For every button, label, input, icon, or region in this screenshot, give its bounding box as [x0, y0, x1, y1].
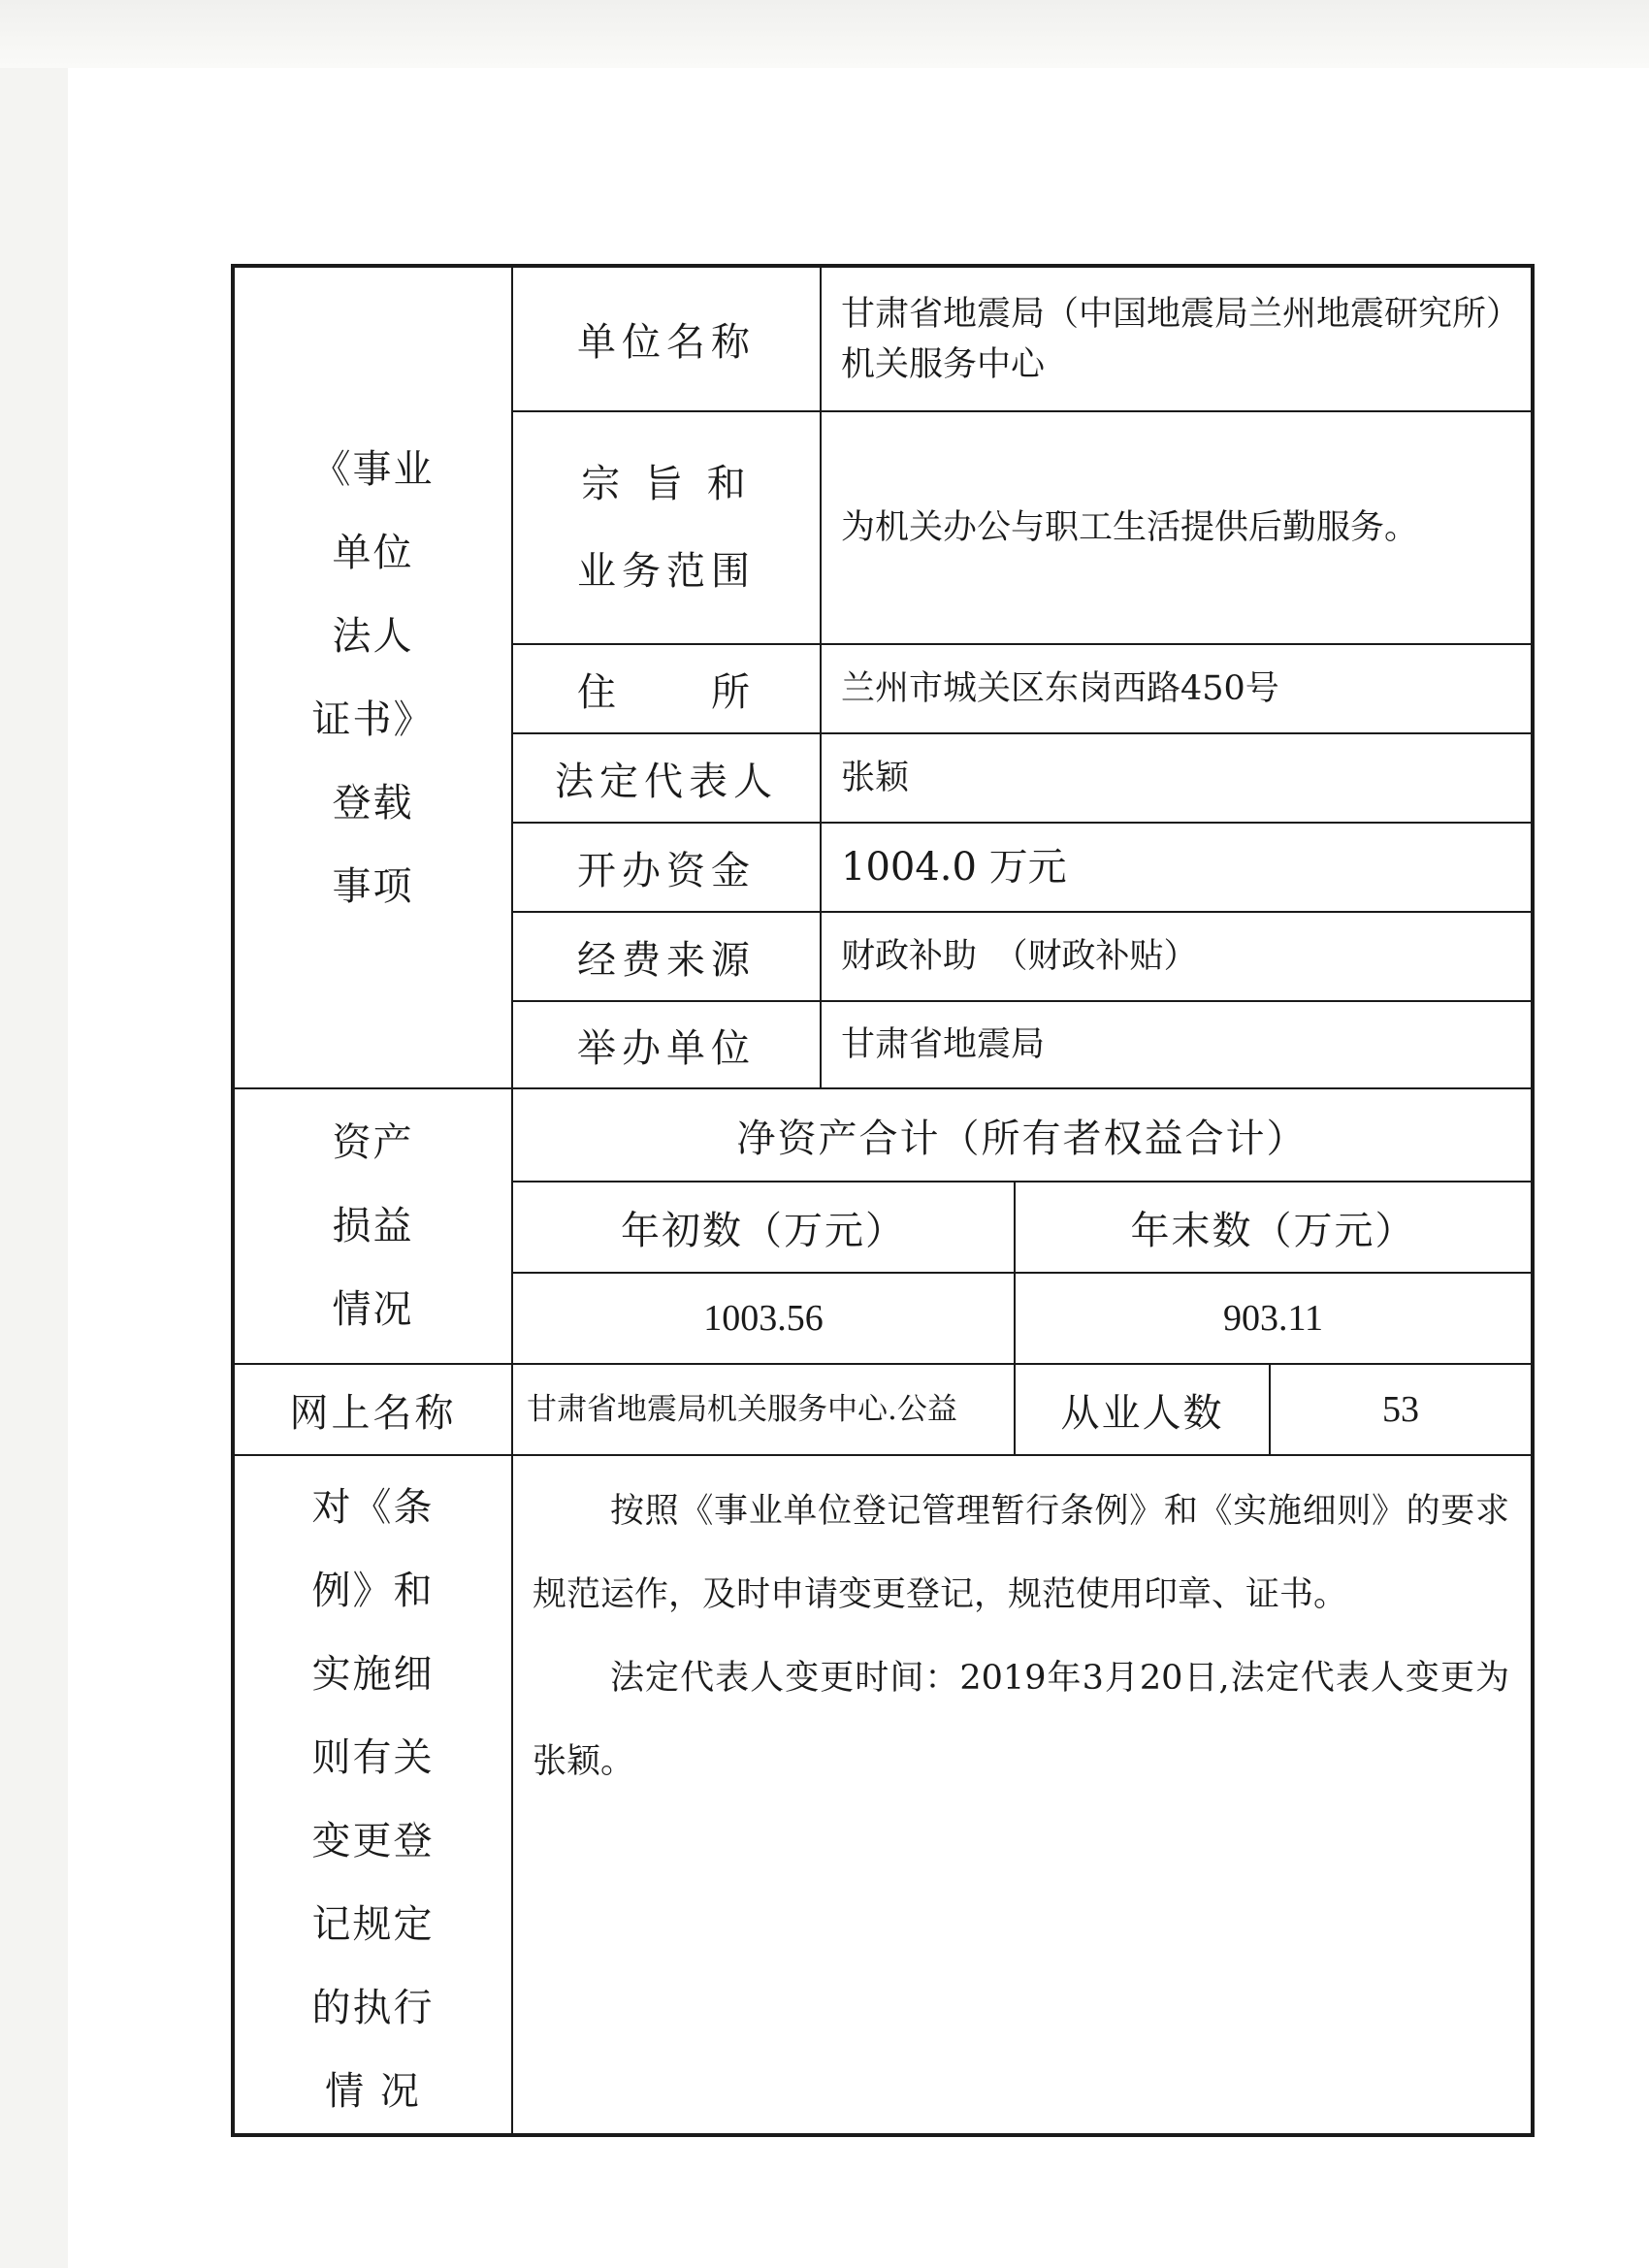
year-start-header: 年初数（万元） — [512, 1182, 1015, 1273]
purpose-value: 为机关办公与职工生活提供后勤服务。 — [821, 411, 1533, 644]
compliance-text — [512, 1455, 1533, 2135]
section-compliance-label: 对《条 例》和 实施细 则有关 变更登 记规定 的执行 情 况 — [233, 1455, 512, 2135]
online-name-label: 网上名称 — [233, 1364, 512, 1455]
unit-name-value: 甘肃省地震局（中国地震局兰州地震研究所）机关服务中心 — [821, 266, 1533, 411]
legal-rep-value: 张颖 — [821, 733, 1533, 823]
year-start-value: 1003.56 — [512, 1273, 1015, 1364]
address-value: 兰州市城关区东岗西路450号 — [821, 644, 1533, 733]
legal-rep-label: 法定代表人 — [512, 733, 821, 823]
row-compliance — [233, 1455, 1533, 2135]
section-registration-label: 《事业 单位 法人 证书》 登载 事项 — [233, 266, 512, 1088]
annual-report-table — [231, 264, 1535, 2137]
sponsor-value: 甘肃省地震局 — [821, 1001, 1533, 1088]
net-assets-header: 净资产合计（所有者权益合计） — [512, 1088, 1533, 1182]
scan-edge — [0, 0, 1649, 68]
sponsor-label: 举办单位 — [512, 1001, 821, 1088]
purpose-label: 宗 旨 和 业务范围 — [512, 411, 821, 644]
address-label: 住 所 — [512, 644, 821, 733]
capital-value: 1004.0 万元 — [821, 823, 1533, 912]
funding-label: 经费来源 — [512, 912, 821, 1001]
funding-value: 财政补助 （财政补贴） — [821, 912, 1533, 1001]
capital-label: 开办资金 — [512, 823, 821, 912]
staff-count-label: 从业人数 — [1015, 1364, 1270, 1455]
row-assets-header — [233, 1088, 1533, 1182]
row-unit-name — [233, 266, 1533, 411]
compliance-paragraph-1: 按照《事业单位登记管理暂行条例》和《实施细则》的要求规范运作，及时申请变更登记，规范使用印章、证书。 — [533, 1492, 1509, 1614]
unit-name-label: 单位名称 — [512, 266, 821, 411]
compliance-paragraph-2: 法定代表人变更时间：2019年3月20日,法定代表人变更为张颖。 — [533, 1659, 1509, 1781]
year-end-header: 年末数（万元） — [1015, 1182, 1533, 1273]
year-end-value: 903.11 — [1015, 1273, 1533, 1364]
row-online-name — [233, 1364, 1533, 1455]
staff-count-value: 53 — [1270, 1364, 1533, 1455]
section-assets-label: 资产 损益 情况 — [233, 1088, 512, 1364]
online-name-value: 甘肃省地震局机关服务中心.公益 — [512, 1364, 1015, 1455]
